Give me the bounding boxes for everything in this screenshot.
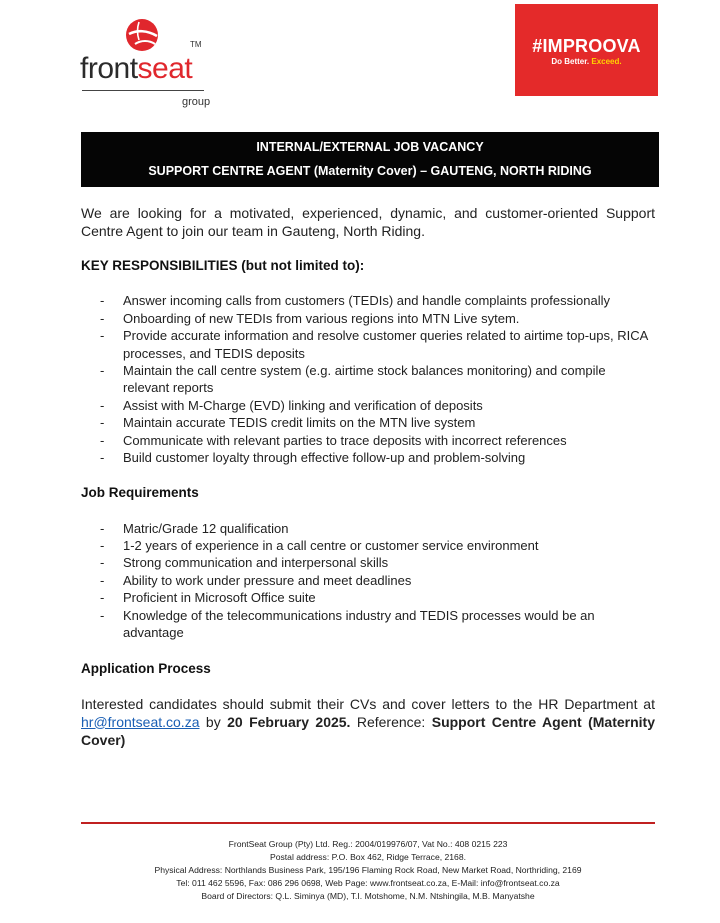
company-footer (81, 838, 655, 903)
list-item: - Provide accurate information and resolve customer queries related to airtime top-ups, RICA processes, and TEDIS deposits (81, 327, 655, 362)
improova-badge (515, 4, 658, 96)
hr-email-link[interactable]: hr@frontseat.co.za (81, 713, 200, 730)
application-paragraph: Interested candidates should submit their CVs and cover letters to the HR Department at hr@frontseat.co.za by 20 February 2025. Reference: Support Centre Agent (Maternity Cover) (81, 695, 655, 748)
list-item: - Build customer loyalty through effective follow-up and problem-solving (81, 449, 655, 466)
application-deadline: 20 February 2025. (227, 713, 351, 730)
list-item: - 1-2 years of experience in a call centre or customer service environment (81, 537, 655, 554)
list-item: - Communicate with relevant parties to trace deposits with incorrect references (81, 432, 655, 449)
responsibilities-heading: KEY RESPONSIBILITIES (but not limited to): (81, 258, 365, 273)
list-item: - Proficient in Microsoft Office suite (81, 589, 655, 606)
list-item: - Onboarding of new TEDIs from various regions into MTN Live sytem. (81, 310, 655, 327)
application-heading: Application Process (81, 660, 211, 676)
requirements-heading: Job Requirements (81, 485, 199, 501)
trademark-mark: TM (190, 40, 202, 49)
footer-registration: FrontSeat Group (Pty) Ltd. Reg.: 2004/019976/07, Vat No.: 408 0215 223 (228, 839, 508, 849)
vacancy-type: INTERNAL/EXTERNAL JOB VACANCY (256, 140, 484, 154)
vacancy-banner (81, 132, 659, 187)
list-item: - Assist with M-Charge (EVD) linking and verification of deposits (81, 397, 655, 414)
vacancy-title: SUPPORT CENTRE AGENT (Maternity Cover) – GAUTENG, NORTH RIDING (148, 164, 592, 178)
footer-contact: Tel: 011 462 5596, Fax: 086 296 0698, Web Page: www.frontseat.co.za, E-Mail: info@frontseat.co.za (176, 878, 560, 888)
frontseat-logo (80, 14, 211, 108)
application-reference: Support Centre Agent (Maternity Cover) (81, 713, 655, 748)
job-description (81, 204, 655, 749)
footer-divider (81, 822, 655, 824)
list-item: - Ability to work under pressure and meet deadlines (81, 572, 655, 589)
frontseat-ball-icon (125, 18, 159, 52)
footer-physical-address: Physical Address: Northlands Business Park, 195/196 Flaming Rock Road, New Market Road, Northriding, 2169 (154, 865, 582, 875)
footer-postal-address: Postal address: P.O. Box 462, Ridge Terrace, 2168. (269, 852, 467, 862)
list-item: - Knowledge of the telecommunications industry and TEDIS processes would be an advantage (81, 607, 655, 642)
improova-hashtag: #IMPROOVA (532, 36, 641, 56)
requirements-list (81, 520, 655, 642)
list-item: - Maintain the call centre system (e.g. airtime stock balances monitoring) and compile relevant reports (81, 362, 655, 397)
list-item: - Matric/Grade 12 qualification (81, 520, 655, 537)
footer-directors: Board of Directors: Q.L. Siminya (MD), T.I. Motshome, N.M. Ntshingila, M.B. Manyatshe (201, 891, 535, 901)
list-item: - Strong communication and interpersonal skills (81, 554, 655, 571)
logo-subtitle: group (182, 96, 211, 108)
improova-tagline: Do Better. Exceed. (551, 57, 622, 66)
responsibilities-list (81, 292, 655, 466)
intro-paragraph: We are looking for a motivated, experienced, dynamic, and customer-oriented Support Centre Agent to join our team in Gauteng, North Riding. (81, 205, 655, 239)
logo-divider (82, 90, 204, 91)
logo-wordmark: frontseat (80, 52, 193, 85)
list-item: - Answer incoming calls from customers (TEDIs) and handle complaints professionally (81, 292, 655, 309)
list-item: - Maintain accurate TEDIS credit limits on the MTN live system (81, 414, 655, 431)
